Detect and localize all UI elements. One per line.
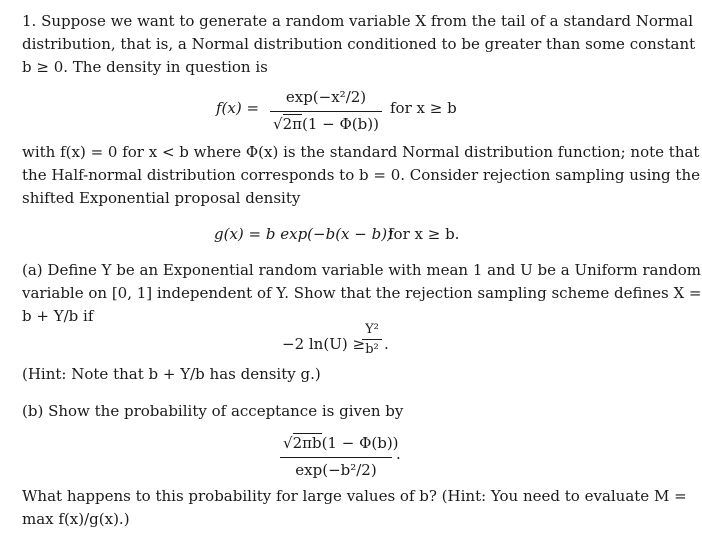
- acceptance-numerator-rest: (1 − Φ(b)): [321, 434, 399, 452]
- part-b-question-line-2: max f(x)/g(x).): [22, 510, 130, 528]
- intro-line-1: 1. Suppose we want to generate a random variable X from the tail of a standard Normal: [22, 12, 694, 30]
- acceptance-radicand: 2πb: [292, 434, 322, 452]
- inequality-denominator: b²: [365, 342, 379, 357]
- inequality-fraction: [362, 321, 382, 358]
- density-condition: for x ≥ b: [390, 99, 457, 117]
- part-b-question-line-1: What happens to this probability for large values of b? (Hint: You need to evaluate M =: [22, 487, 687, 505]
- sqrt-symbol: √: [283, 434, 293, 452]
- acceptance-numerator: [280, 432, 399, 458]
- density-lhs: f(x) =: [216, 99, 260, 117]
- inequality-end: .: [384, 335, 389, 353]
- intro-line-3: b ≥ 0. The density in question is: [22, 58, 268, 76]
- part-a-hint: (Hint: Note that b + Y/b has density g.): [22, 365, 321, 383]
- acceptance-fraction: [280, 432, 399, 482]
- part-a-line-2: variable on [0, 1] independent of Y. Show that the rejection sampling scheme defines X =: [22, 284, 702, 302]
- part-b-intro: (b) Show the probability of acceptance is given by: [22, 402, 404, 420]
- density-denominator-rest: (1 − Φ(b)): [302, 115, 379, 133]
- acceptance-end: .: [396, 445, 401, 463]
- context-line-1: with f(x) = 0 for x < b where Φ(x) is the standard Normal distribution function; note that: [22, 143, 700, 161]
- inequality-numerator: Y²: [362, 321, 382, 340]
- density-numerator: exp(−x²/2): [270, 86, 382, 112]
- part-a-line-3: b + Y/b if: [22, 307, 94, 325]
- context-line-3: shifted Exponential proposal density: [22, 189, 301, 207]
- inequality-lhs: −2 ln(U) ≥: [282, 335, 366, 353]
- density-radicand: 2π: [282, 115, 302, 133]
- context-line-2: the Half-normal distribution corresponds to b = 0. Consider rejection sampling using the: [22, 166, 700, 184]
- density-denominator: [270, 112, 382, 136]
- proposal-formula: g(x) = b exp(−b(x − b)): [214, 225, 393, 243]
- part-a-line-1: (a) Define Y be an Exponential random variable with mean 1 and U be a Uniform random: [22, 261, 701, 279]
- proposal-condition: for x ≥ b.: [388, 225, 460, 243]
- acceptance-denominator: exp(−b²/2): [295, 461, 377, 479]
- intro-line-2: distribution, that is, a Normal distribution conditioned to be greater than some constant: [22, 35, 696, 53]
- density-fraction: [270, 86, 382, 136]
- sqrt-symbol: √: [273, 115, 283, 133]
